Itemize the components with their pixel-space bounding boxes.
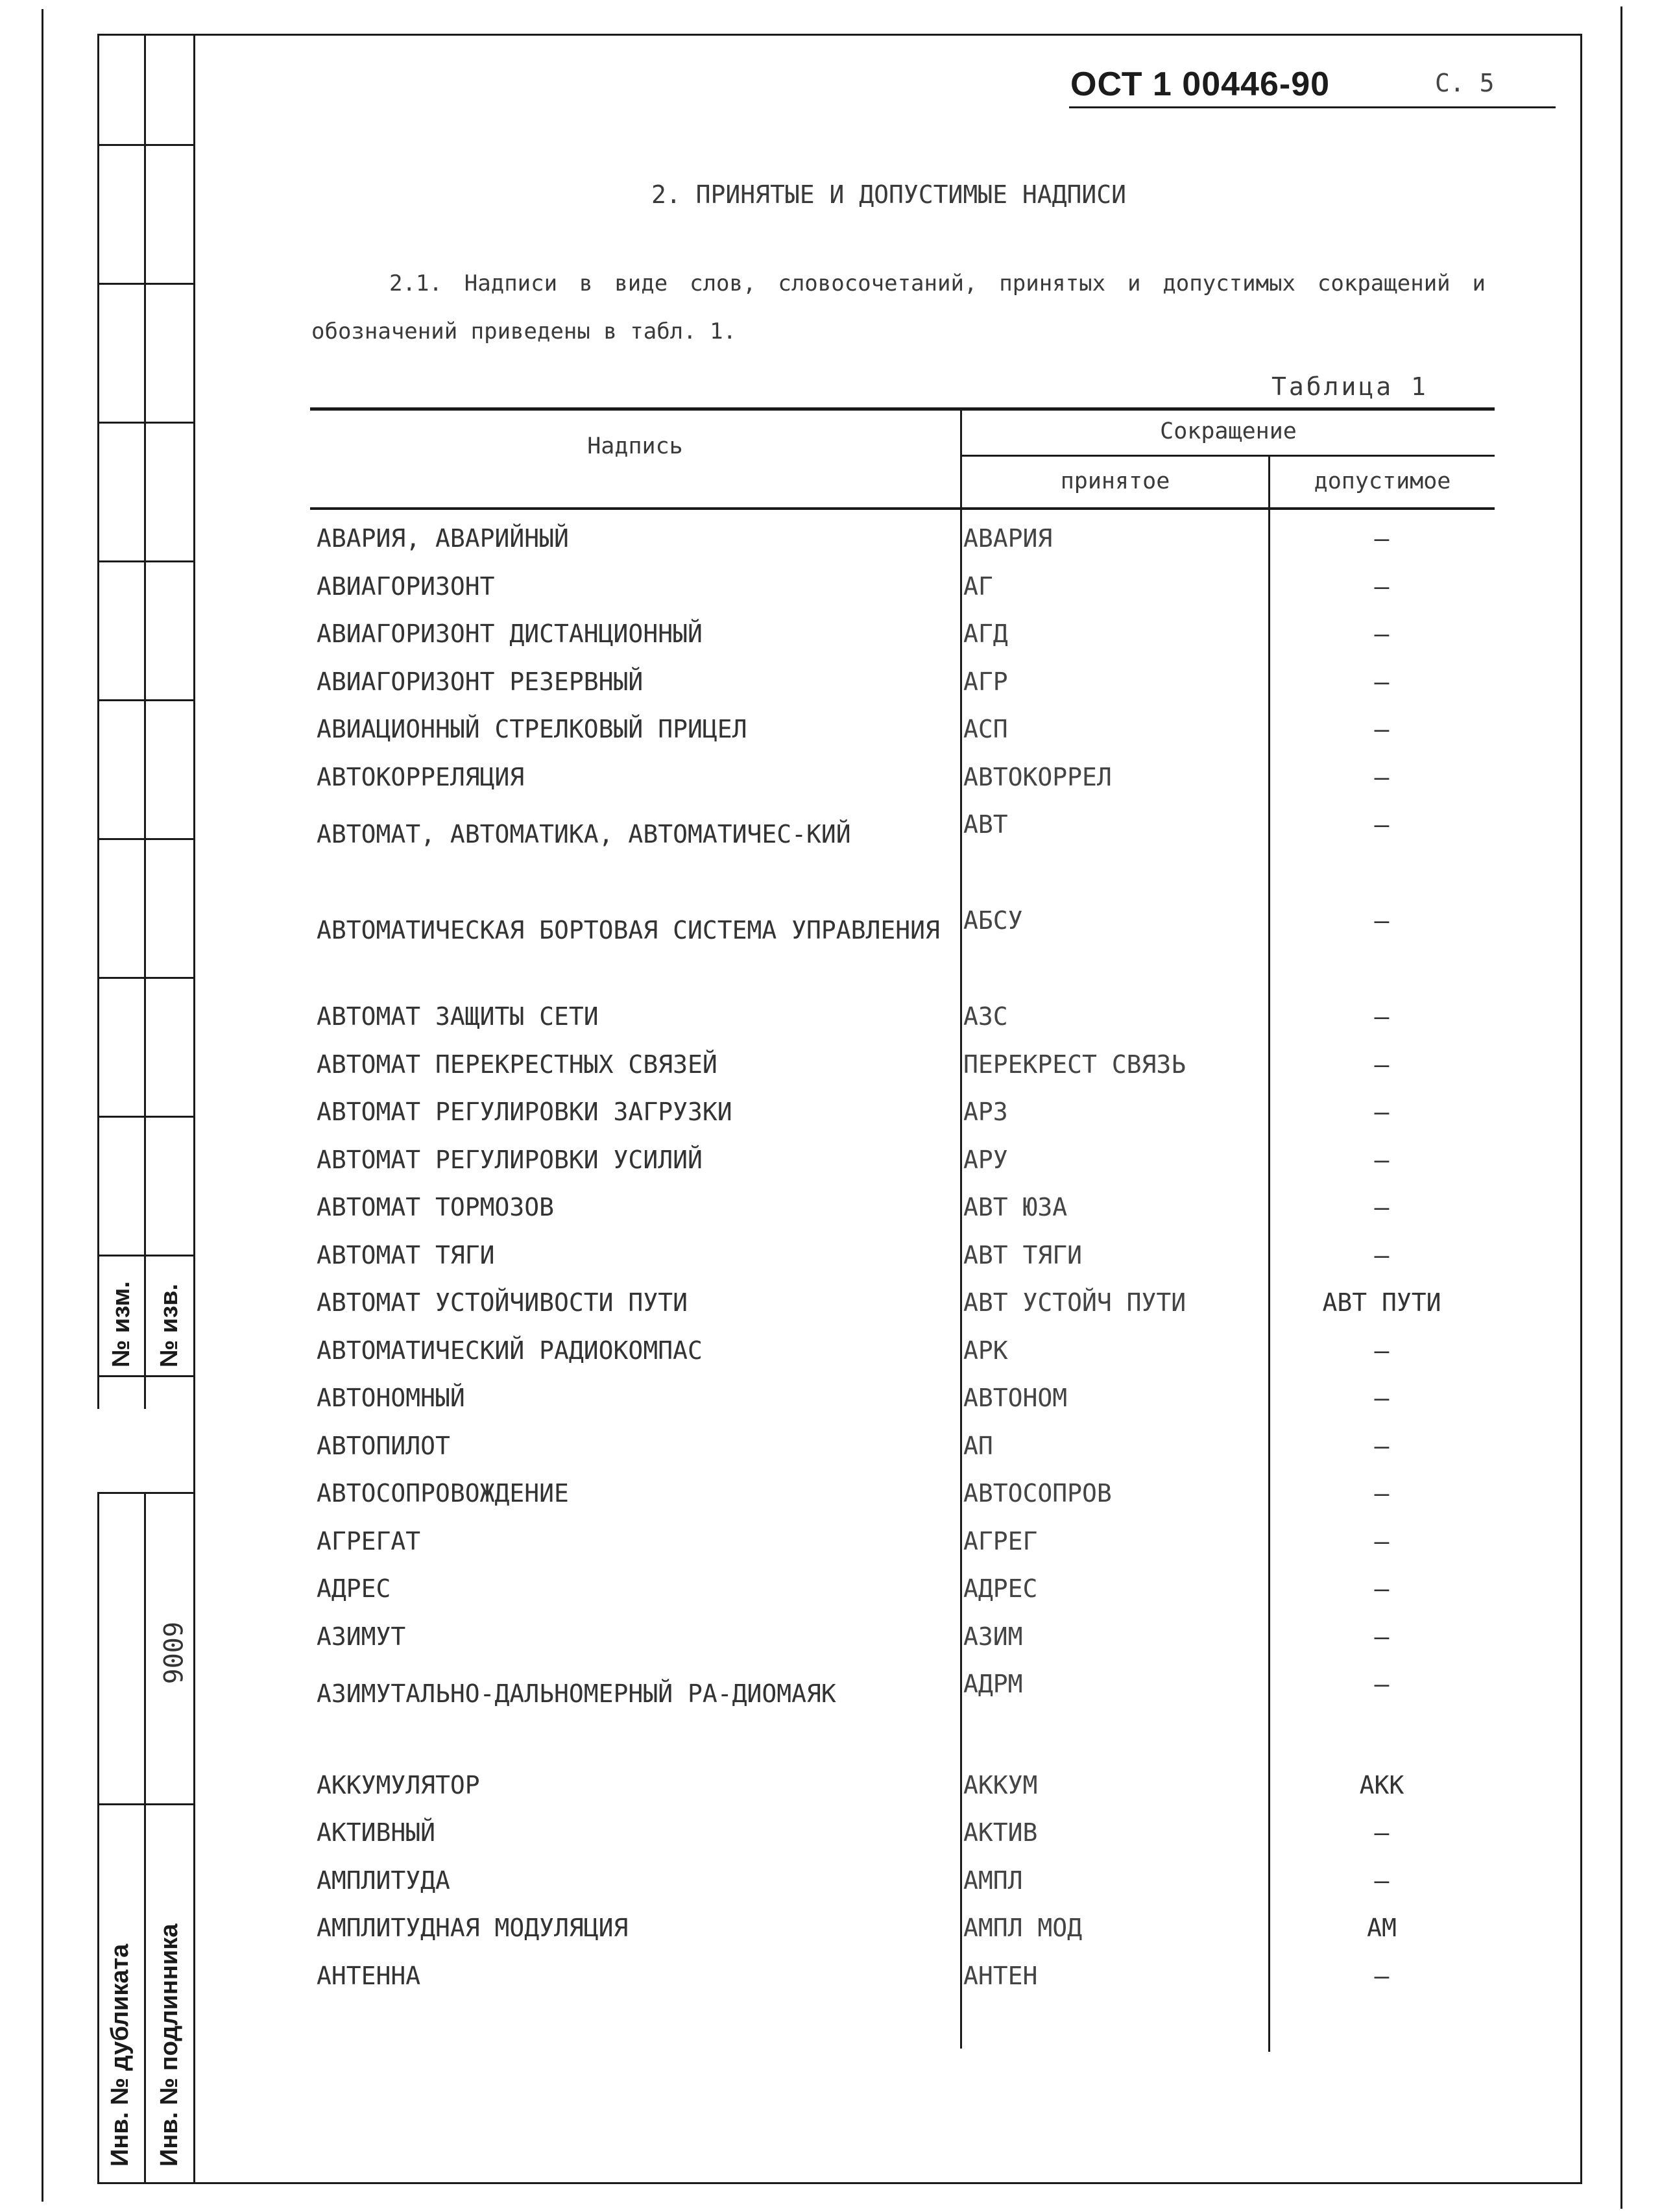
- header-inscription: Надпись: [587, 433, 683, 459]
- cell-permissible: АКК: [1359, 1771, 1404, 1799]
- table-row: [311, 1098, 1492, 1146]
- cell-accepted: АМПЛ МОД: [963, 1914, 1083, 1942]
- table-row: [311, 1288, 1492, 1336]
- cell-permissible: –: [1374, 1479, 1390, 1508]
- table-row: [311, 1479, 1492, 1527]
- stamp-original-inv-value: 6006: [157, 1622, 187, 1685]
- cell-accepted: АКТИВ: [963, 1818, 1038, 1847]
- table-row: [311, 1527, 1492, 1575]
- cell-permissible: –: [1374, 1574, 1390, 1603]
- cell-permissible: –: [1374, 572, 1390, 601]
- section-title: 2. ПРИНЯТЫЕ И ДОПУСТИМЫЕ НАДПИСИ: [651, 180, 1127, 209]
- table-row: [311, 715, 1492, 763]
- table-row: [311, 1241, 1492, 1289]
- table-row: [311, 763, 1492, 811]
- table-row: [311, 1574, 1492, 1622]
- far-right-edge-line: [1620, 6, 1622, 2209]
- cell-permissible: –: [1374, 1193, 1390, 1221]
- cell-permissible: –: [1374, 906, 1390, 935]
- table-row: [311, 1432, 1492, 1480]
- cell-inscription: АВТОМАТ ЗАЩИТЫ СЕТИ: [317, 1002, 599, 1031]
- cell-inscription: АДРЕС: [317, 1574, 391, 1603]
- cell-accepted: АВТОНОМ: [963, 1384, 1068, 1412]
- cell-accepted: АВТ ЮЗА: [963, 1193, 1068, 1221]
- cell-accepted: АРУ: [963, 1146, 1008, 1174]
- cell-accepted: АВАРИЯ: [963, 524, 1053, 553]
- table-row: [311, 1962, 1492, 2010]
- cell-accepted: АВТОСОПРОВ: [963, 1479, 1112, 1508]
- table-row: [311, 619, 1492, 667]
- table-row: [311, 810, 1492, 906]
- stamp-notice-no: № изв.: [156, 1283, 183, 1367]
- table-row: [311, 1771, 1492, 1819]
- cell-accepted: АП: [963, 1432, 993, 1460]
- cell-inscription: АВТОМАТ УСТОЙЧИВОСТИ ПУТИ: [317, 1288, 688, 1317]
- table-row: [311, 1914, 1492, 1962]
- cell-inscription: АЗИМУТАЛЬНО-ДАЛЬНОМЕРНЫЙ РА-ДИОМАЯК: [317, 1679, 836, 1708]
- table-row: [311, 1866, 1492, 1914]
- cell-inscription: АВТОМАТ РЕГУЛИРОВКИ УСИЛИЙ: [317, 1146, 703, 1174]
- cell-permissible: –: [1374, 1241, 1390, 1269]
- subheader-rule: [961, 455, 1495, 457]
- cell-inscription: АВИАГОРИЗОНТ РЕЗЕРВНЫЙ: [317, 667, 644, 696]
- header-permissible: допустимое: [1314, 468, 1451, 494]
- table-row: [311, 1002, 1492, 1050]
- bottom-frame-line: [97, 2182, 1582, 2184]
- cell-inscription: АВИАГОРИЗОНТ ДИСТАНЦИОННЫЙ: [317, 619, 703, 648]
- header-abbreviation: Сокращение: [1160, 418, 1297, 444]
- cell-permissible: АМ: [1367, 1914, 1397, 1942]
- cell-inscription: АВТОМАТ ТОРМОЗОВ: [317, 1193, 555, 1221]
- cell-inscription: АВТОМАТ ТЯГИ: [317, 1241, 495, 1269]
- intro-text: 2.1. Надписи в виде слов, словосочетаний, принятых и допустимых сокращений и обозначений приведены в табл. 1.: [311, 270, 1486, 344]
- cell-permissible: –: [1374, 810, 1390, 839]
- cell-permissible: –: [1374, 1384, 1390, 1412]
- cell-inscription: АНТЕННА: [317, 1962, 421, 1990]
- cell-inscription: АВТОМАТИЧЕСКИЙ РАДИОКОМПАС: [317, 1336, 703, 1365]
- cell-inscription: АМПЛИТУДНАЯ МОДУЛЯЦИЯ: [317, 1914, 629, 1942]
- cell-accepted: АГРЕГ: [963, 1527, 1038, 1556]
- table-row: [311, 572, 1492, 620]
- cell-inscription: АКТИВНЫЙ: [317, 1818, 436, 1847]
- cell-inscription: АККУМУЛЯТОР: [317, 1771, 480, 1799]
- cell-inscription: АВИАГОРИЗОНТ: [317, 572, 495, 601]
- table-row: [311, 524, 1492, 572]
- table-row: [311, 1622, 1492, 1670]
- table-row: [311, 1050, 1492, 1098]
- header-accepted: принятое: [1060, 468, 1170, 494]
- cell-permissible: –: [1374, 763, 1390, 791]
- cell-accepted: АЗС: [963, 1002, 1008, 1031]
- cell-accepted: АСП: [963, 715, 1008, 743]
- header-bottom-rule: [310, 507, 1495, 510]
- cell-inscription: АМПЛИТУДА: [317, 1866, 450, 1895]
- cell-inscription: АВТОМАТ РЕГУЛИРОВКИ ЗАГРУЗКИ: [317, 1098, 732, 1126]
- left-edge-line: [42, 9, 43, 2202]
- cell-permissible: –: [1374, 1527, 1390, 1556]
- top-frame-line: [97, 34, 1582, 36]
- cell-permissible: –: [1374, 524, 1390, 553]
- table-row: [311, 1670, 1492, 1766]
- cell-accepted: АВТ: [963, 810, 1008, 839]
- cell-inscription: АВТОНОМНЫЙ: [317, 1384, 465, 1412]
- cell-permissible: –: [1374, 715, 1390, 743]
- cell-permissible: –: [1374, 619, 1390, 648]
- cell-permissible: –: [1374, 1622, 1390, 1651]
- stamp-duplicate-inv: Инв. № дубликата: [106, 1943, 134, 2167]
- cell-accepted: ПЕРЕКРЕСТ СВЯЗЬ: [963, 1050, 1186, 1079]
- cell-permissible: –: [1374, 1336, 1390, 1365]
- cell-inscription: АВТОКОРРЕЛЯЦИЯ: [317, 763, 525, 791]
- cell-accepted: АВТОКОРРЕЛ: [963, 763, 1112, 791]
- header-underline: [1069, 106, 1556, 108]
- cell-accepted: АДРЕС: [963, 1574, 1038, 1603]
- cell-accepted: АГД: [963, 619, 1008, 648]
- table-row: [311, 667, 1492, 715]
- cell-permissible: –: [1374, 1962, 1390, 1990]
- stamp-change-no: № изм.: [108, 1281, 135, 1367]
- cell-accepted: АГ: [963, 572, 993, 601]
- cell-inscription: АВАРИЯ, АВАРИЙНЫЙ: [317, 524, 569, 553]
- table-row: [311, 1336, 1492, 1384]
- cell-permissible: –: [1374, 667, 1390, 696]
- cell-inscription: АЗИМУТ: [317, 1622, 406, 1651]
- right-frame-line: [1580, 34, 1582, 2184]
- document-code: ОСТ 1 00446-90: [1070, 66, 1331, 103]
- cell-accepted: АБСУ: [963, 906, 1023, 935]
- cell-inscription: АВТОМАТ, АВТОМАТИКА, АВТОМАТИЧЕС-КИЙ: [317, 820, 851, 848]
- table-row: [311, 906, 1492, 1002]
- table-row: [311, 1193, 1492, 1241]
- cell-accepted: АВТ УСТОЙЧ ПУТИ: [963, 1288, 1186, 1317]
- cell-accepted: АНТЕН: [963, 1962, 1038, 1990]
- page-number: С. 5: [1435, 69, 1495, 97]
- cell-inscription: АВТОМАТИЧЕСКАЯ БОРТОВАЯ СИСТЕМА УПРАВЛЕНИЯ: [317, 916, 940, 944]
- cell-permissible: –: [1374, 1050, 1390, 1079]
- cell-accepted: АККУМ: [963, 1771, 1038, 1799]
- cell-inscription: АВИАЦИОННЫЙ СТРЕЛКОВЫЙ ПРИЦЕЛ: [317, 715, 747, 743]
- intro-paragraph: [311, 259, 1486, 355]
- cell-inscription: АВТОПИЛОТ: [317, 1432, 450, 1460]
- cell-permissible: –: [1374, 1866, 1390, 1895]
- table-row: [311, 1384, 1492, 1432]
- cell-accepted: АРЗ: [963, 1098, 1008, 1126]
- cell-permissible: –: [1374, 1432, 1390, 1460]
- cell-inscription: АВТОСОПРОВОЖДЕНИЕ: [317, 1479, 569, 1508]
- cell-permissible: –: [1374, 1002, 1390, 1031]
- cell-accepted: АМПЛ: [963, 1866, 1023, 1895]
- cell-accepted: АДРМ: [963, 1670, 1023, 1698]
- cell-inscription: АГРЕГАТ: [317, 1527, 421, 1556]
- cell-permissible: –: [1374, 1146, 1390, 1174]
- cell-accepted: АРК: [963, 1336, 1008, 1365]
- cell-inscription: АВТОМАТ ПЕРЕКРЕСТНЫХ СВЯЗЕЙ: [317, 1050, 717, 1079]
- stamp-original-inv: Инв. № подлинника: [156, 1923, 183, 2167]
- table-caption: Таблица 1: [1271, 372, 1428, 401]
- table-top-rule: [310, 407, 1495, 411]
- cell-accepted: АВТ ТЯГИ: [963, 1241, 1083, 1269]
- cell-permissible: –: [1374, 1818, 1390, 1847]
- cell-permissible: –: [1374, 1098, 1390, 1126]
- cell-permissible: –: [1374, 1670, 1390, 1698]
- cell-accepted: АЗИМ: [963, 1622, 1023, 1651]
- cell-accepted: АГР: [963, 667, 1008, 696]
- table-row: [311, 1818, 1492, 1866]
- table-row: [311, 1146, 1492, 1194]
- cell-permissible: АВТ ПУТИ: [1322, 1288, 1441, 1317]
